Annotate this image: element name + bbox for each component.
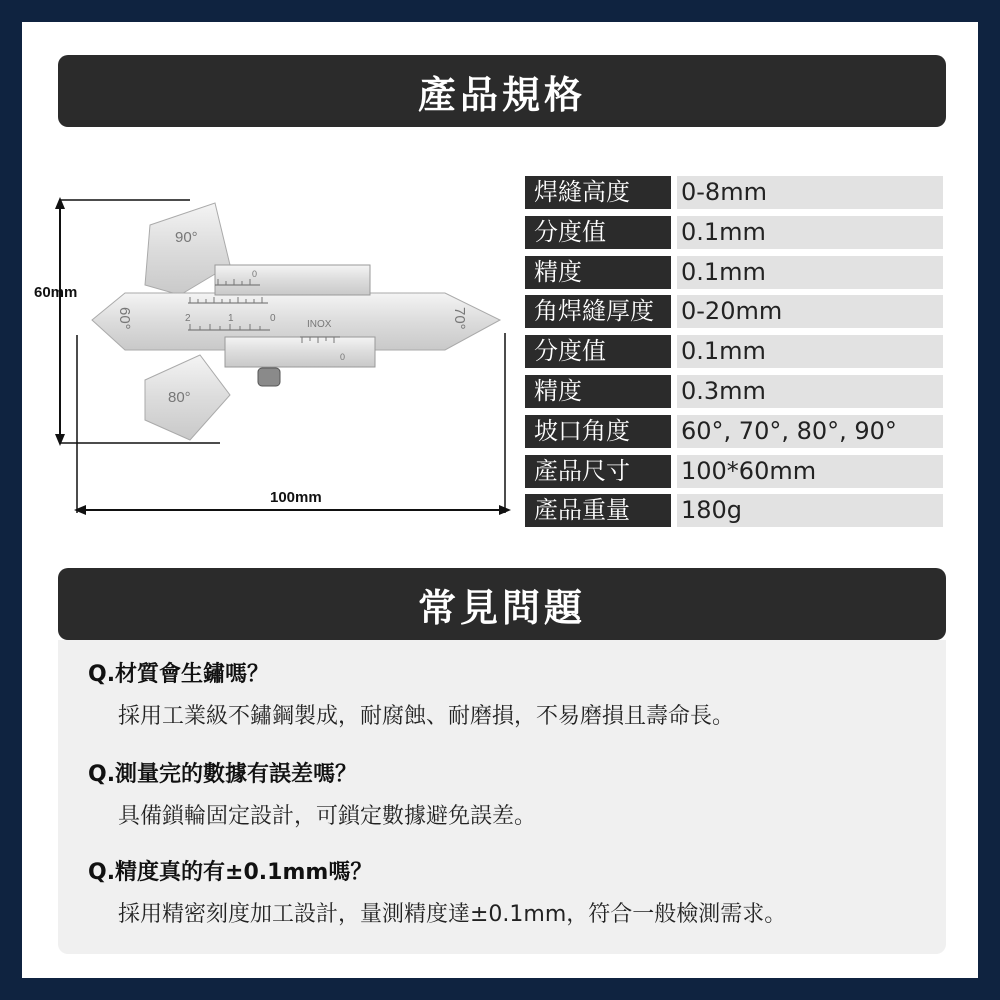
scale-2: 2 [185,313,191,324]
product-diagram [30,185,520,525]
faq-item [88,760,536,832]
spec-row [525,415,943,448]
spec-label: 焊縫高度 [525,176,671,209]
spec-row [525,455,943,488]
scale-1: 1 [228,313,234,324]
spec-value: 100*60mm [677,455,943,488]
faq-item [88,858,786,930]
spec-label: 分度值 [525,335,671,368]
faq-question: Q.精度真的有±0.1mm嗎？ [88,860,373,885]
spec-value: 0-20mm [677,295,943,328]
faq-answer: 採用精密刻度加工設計，量測精度達±0.1mm，符合一般檢測需求。 [118,902,787,927]
specs-title: 產品規格 [417,72,586,117]
spec-row [525,335,943,368]
faq-question: Q.材質會生鏽嗎？ [88,662,270,687]
spec-value: 0.1mm [677,335,943,368]
faq-question: Q.測量完的數據有誤差嗎？ [88,762,358,787]
angle-70-label: 70° [451,307,468,330]
spec-row [525,256,943,289]
spec-value: 0.1mm [677,256,943,289]
spec-row [525,176,943,209]
spec-label: 精度 [525,375,671,408]
spec-value: 0.3mm [677,375,943,408]
height-label: 60mm [34,284,78,301]
faq-panel [58,640,946,954]
lower-slider [225,337,375,367]
faq-answer: 採用工業級不鏽鋼製成，耐腐蝕、耐磨損，不易磨損且壽命長。 [118,704,735,729]
spec-label: 角焊縫厚度 [525,295,671,328]
gauge-illustration [30,185,520,525]
spec-value: 0.1mm [677,216,943,249]
angle-80-label: 80° [168,389,191,406]
specs-header [58,55,946,127]
scale-0-lower: 0 [340,352,346,362]
angle-60-label: 60° [116,307,133,330]
spec-row [525,216,943,249]
faq-item [88,660,734,732]
spec-table [525,176,943,534]
brand-mark: INOX [307,319,332,330]
scale-0: 0 [270,313,276,324]
spec-label: 分度值 [525,216,671,249]
width-label: 100mm [270,489,322,506]
spec-label: 產品重量 [525,494,671,527]
faq-header [58,568,946,640]
faq-title: 常見問題 [417,585,586,630]
spec-row [525,295,943,328]
spec-row [525,494,943,527]
spec-label: 坡口角度 [525,415,671,448]
angle-90-label: 90° [175,229,198,246]
upper-slider [215,265,370,295]
spec-value: 0-8mm [677,176,943,209]
spec-value: 60°, 70°, 80°, 90° [677,415,943,448]
scale-0-upper: 0 [252,269,258,279]
spec-label: 產品尺寸 [525,455,671,488]
spec-label: 精度 [525,256,671,289]
faq-answer: 具備鎖輪固定設計，可鎖定數據避免誤差。 [118,804,537,829]
lock-knob [258,368,280,386]
spec-value: 180g [677,494,943,527]
spec-row [525,375,943,408]
